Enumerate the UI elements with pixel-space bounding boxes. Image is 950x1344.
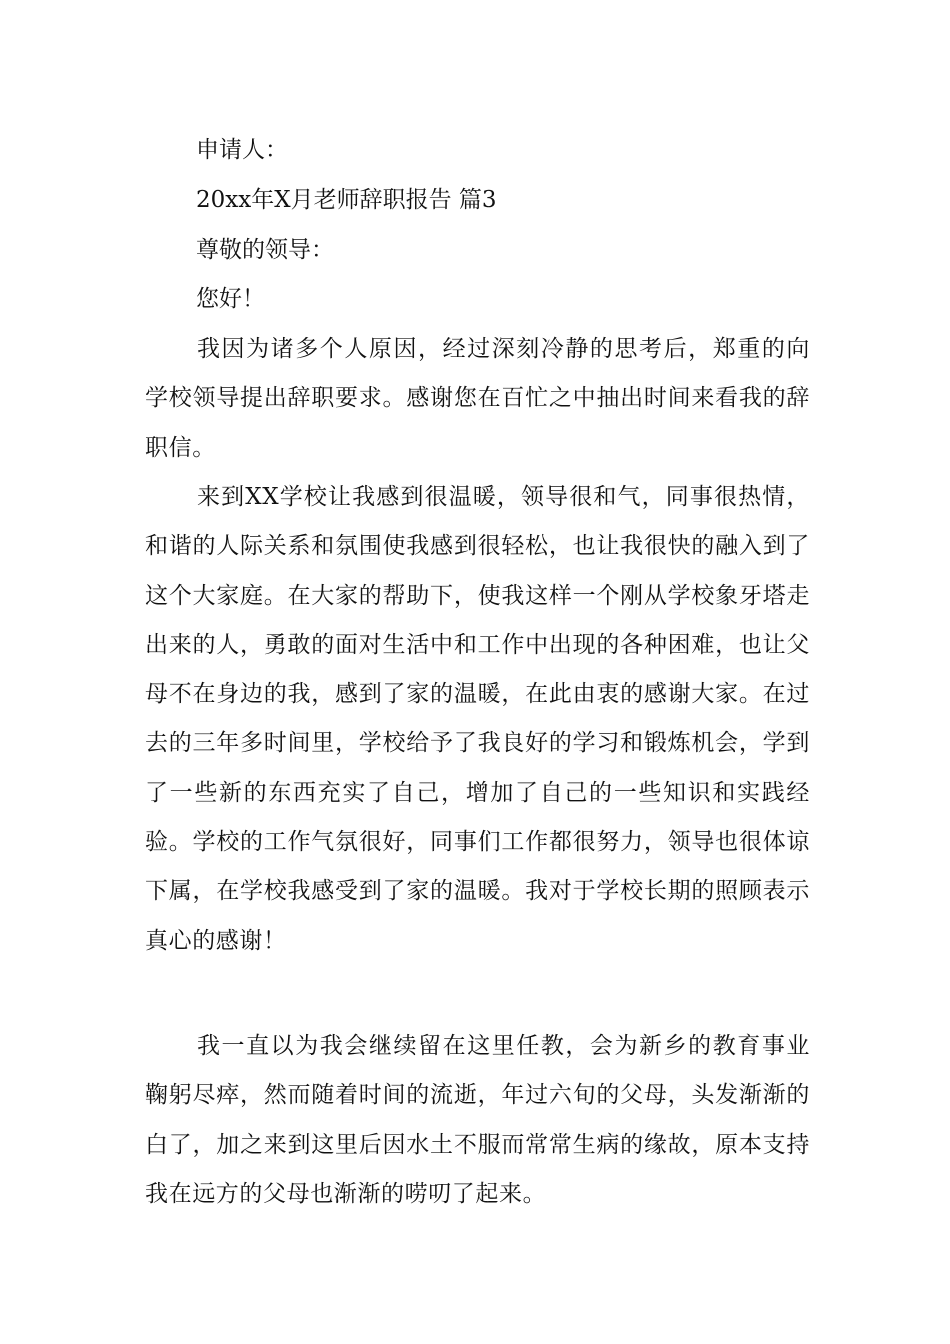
body-paragraph-2: 来到XX学校让我感到很温暖，领导很和气，同事很热情，和谐的人际关系和氛围使我感到很轻松，也让我很快的融入到了这个大家庭。在大家的帮助下，使我这样一个刚从学校象牙塔走出来的人，勇敢的面对生活中和工作中出现的各种困难，也让父母不在身边的我，感到了家的温暖，在此由衷的感谢大家。在过去的三年多时间里，学校给予了我良好的学习和锻炼机会，学到了一些新的东西充实了自己，增加了自己的一些知识和实践经验。学校的工作气氛很好，同事们工作都很努力，领导也很体谅下属，在学校我感受到了家的温暖。我对于学校长期的照顾表示真心的感谢！ — [145, 484, 810, 954]
applicant-label: 申请人： — [196, 137, 288, 163]
body-paragraph-1: 我因为诸多个人原因，经过深刻冷静的思考后，郑重的向学校领导提出辞职要求。感谢您在百忙之中抽出时间来看我的辞职信。 — [145, 336, 810, 461]
greeting: 您好！ — [196, 286, 265, 312]
salutation: 尊敬的领导： — [196, 237, 334, 263]
section-title: 20xx年X月老师辞职报告 篇3 — [196, 187, 497, 213]
body-paragraph-3: 我一直以为我会继续留在这里任教，会为新乡的教育事业鞠躬尽瘁，然而随着时间的流逝，年过六旬的父母，头发渐渐的白了，加之来到这里后因水土不服而常常生病的缘故，原本支持我在远方的父母也渐渐的唠叨了起来。 — [145, 1033, 810, 1207]
